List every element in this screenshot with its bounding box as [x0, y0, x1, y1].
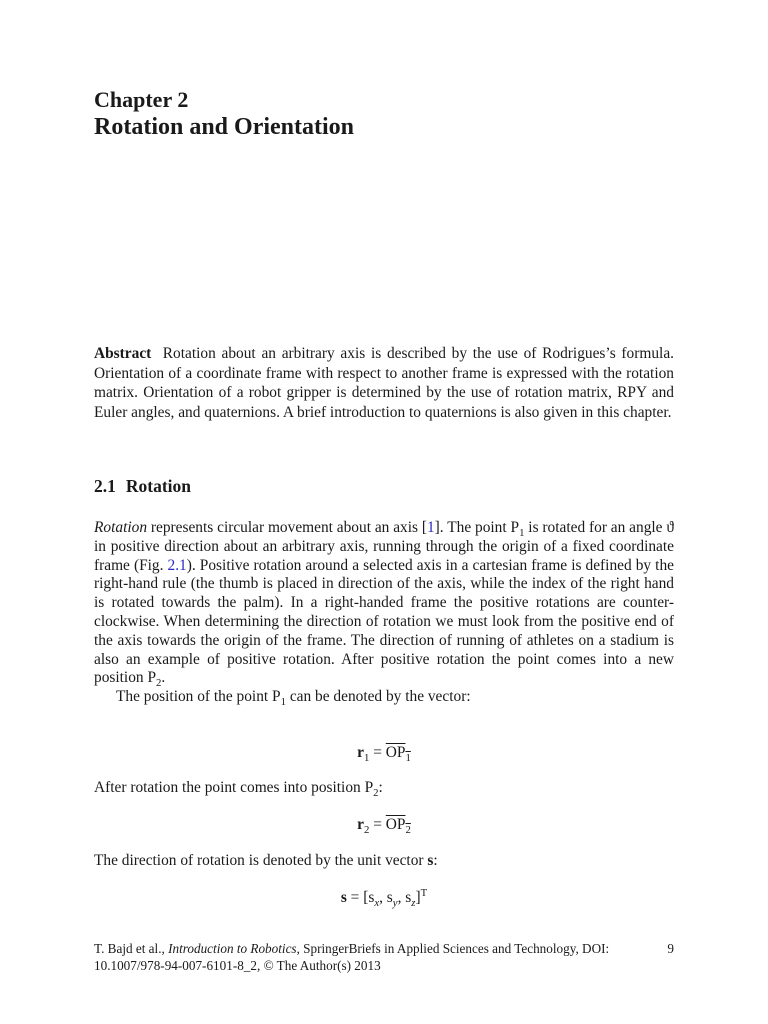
body-text — [94, 519, 674, 707]
abstract-heading: Abstract — [94, 345, 152, 362]
term-rotation: Rotation — [94, 519, 148, 536]
section-heading — [94, 474, 191, 498]
section-number: 2.1 — [94, 476, 116, 496]
chapter-title: Rotation and Orientation — [94, 114, 355, 140]
equation-s: $s = [s_x$, $s_y$, $s_z]^T$ — [340, 886, 428, 910]
footer-citation: T. Bajd et al., Introduction to Robotics, SpringerBriefs in Applied Sciences and Technology, DOI: 10.1007/978-94-007-6101-8_2, © The Author(s) 2013 — [94, 941, 610, 973]
equation-r1: $r_1 = OP_1$ — [357, 744, 411, 765]
paragraph-after-rotation: After rotation the point comes into position $P_2$: — [94, 779, 383, 800]
abstract — [94, 344, 674, 422]
equation-r2: $r_2 = OP_2$ — [357, 816, 411, 837]
paragraph-position: The position of the point $P_1$ can be denoted by the vector: — [116, 688, 471, 709]
chapter-label: Chapter 2 — [94, 87, 189, 112]
book-title: Introduction to Robotics — [168, 941, 297, 956]
abstract-text: Rotation about an arbitrary axis is described by the use of Rodrigues’s formula. Orientation of a coordinate frame with respect to another frame is expressed with the rotation matrix. Orientation of a robot gripper is determined by the use of rotation matrix, RPY and Euler angles, and quaternions. A brief introduction to quaternions is also given in this chapter. — [94, 345, 674, 421]
page-number: 9 — [667, 941, 674, 956]
paragraph-unit-vector: The direction of rotation is denoted by the unit vector s: — [94, 852, 438, 869]
citation-link[interactable]: 1 — [426, 519, 435, 536]
figure-link[interactable]: 2.1 — [167, 556, 187, 574]
section-title: Rotation — [125, 476, 192, 496]
paragraph-rotation: Rotation represents circular movement about an axis [1]. The point $P_1$ is rotated for an angle ϑ in positive direction about an arbitrary axis, running through the origin of a fixed coordinate frame (Fig. 2.1). Positive rotation around a selected axis in a cartesian frame is defined by the right-hand rule (the thumb is placed in direction of the axis, while the index of the right hand is rotated towards the palm). In a right-handed frame the positive rotations are counter-clockwise. When determining the direction of rotation we must look from the positive end of the axis towards the origin of the frame. The direction of running of athletes on a stadium is also an example of positive rotation. After positive rotation the point comes into a new position $P_2$. — [94, 519, 674, 690]
